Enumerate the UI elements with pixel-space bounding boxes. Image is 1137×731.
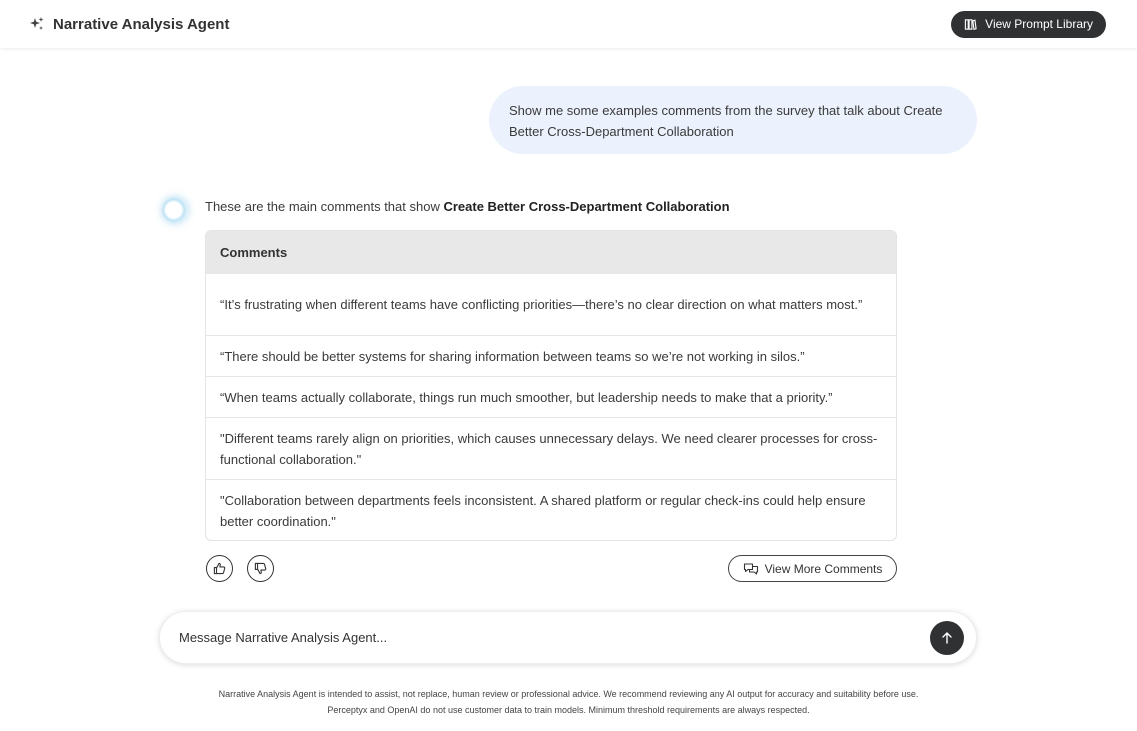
thumbs-up-button[interactable] (206, 555, 233, 582)
thumbs-up-icon (213, 562, 226, 575)
agent-avatar (162, 197, 188, 223)
thumbs-down-button[interactable] (247, 555, 274, 582)
message-input[interactable] (179, 630, 930, 645)
comment-text: "Collaboration between departments feels inconsistent. A shared platform or regular check-ins could help ensure better coordination." (220, 492, 866, 529)
comment-text: “There should be better systems for sharing information between teams so we’re not working in silos.” (220, 348, 805, 364)
app-title: Narrative Analysis Agent (53, 15, 230, 33)
library-button-label: View Prompt Library (985, 17, 1093, 31)
comments-table (205, 230, 897, 541)
user-message-text: Show me some examples comments from the survey that talk about Create Better Cross-Department Collaboration (509, 103, 943, 139)
table-header (206, 231, 896, 273)
comment-text: “It’s frustrating when different teams have conflicting priorities—there’s no clear direction on what matters most.” (220, 297, 863, 312)
comment-text: "Different teams rarely align on priorities, which causes unnecessary delays. We need clearer processes for cross-functional collaboration." (220, 430, 878, 467)
agent-intro-prefix: These are the main comments that show (205, 199, 444, 214)
send-button[interactable] (930, 621, 964, 655)
table-row (206, 479, 896, 541)
thumbs-down-icon (254, 562, 267, 575)
book-icon (964, 18, 977, 31)
disclaimer-line-2: Perceptyx and OpenAI do not use customer data to train models. Minimum threshold requirements are always respected. (327, 705, 810, 715)
table-header-label: Comments (220, 244, 288, 260)
agent-intro-topic: Create Better Cross-Department Collaboration (443, 199, 730, 214)
view-prompt-library-button[interactable] (951, 11, 1106, 38)
brand (29, 16, 229, 33)
user-message-bubble (489, 86, 977, 154)
table-row (206, 417, 896, 479)
view-more-label: View More Comments (764, 561, 883, 576)
chat-bubbles-icon (743, 562, 759, 576)
table-row (206, 335, 896, 376)
comment-text: “When teams actually collaborate, things run much smoother, but leadership needs to make that a priority.” (220, 389, 833, 405)
table-row (206, 376, 896, 417)
message-composer (159, 611, 977, 664)
disclaimer (0, 686, 1137, 718)
disclaimer-line-1: Narrative Analysis Agent is intended to assist, not replace, human review or professional advice. We recommend reviewing any AI output for accuracy and suitability before use. (218, 689, 919, 699)
view-more-comments-button[interactable] (728, 555, 897, 582)
arrow-up-icon (940, 631, 954, 645)
top-bar (0, 0, 1137, 48)
sparkle-icon (29, 16, 45, 32)
table-row (206, 273, 896, 335)
agent-intro-text (205, 199, 730, 214)
